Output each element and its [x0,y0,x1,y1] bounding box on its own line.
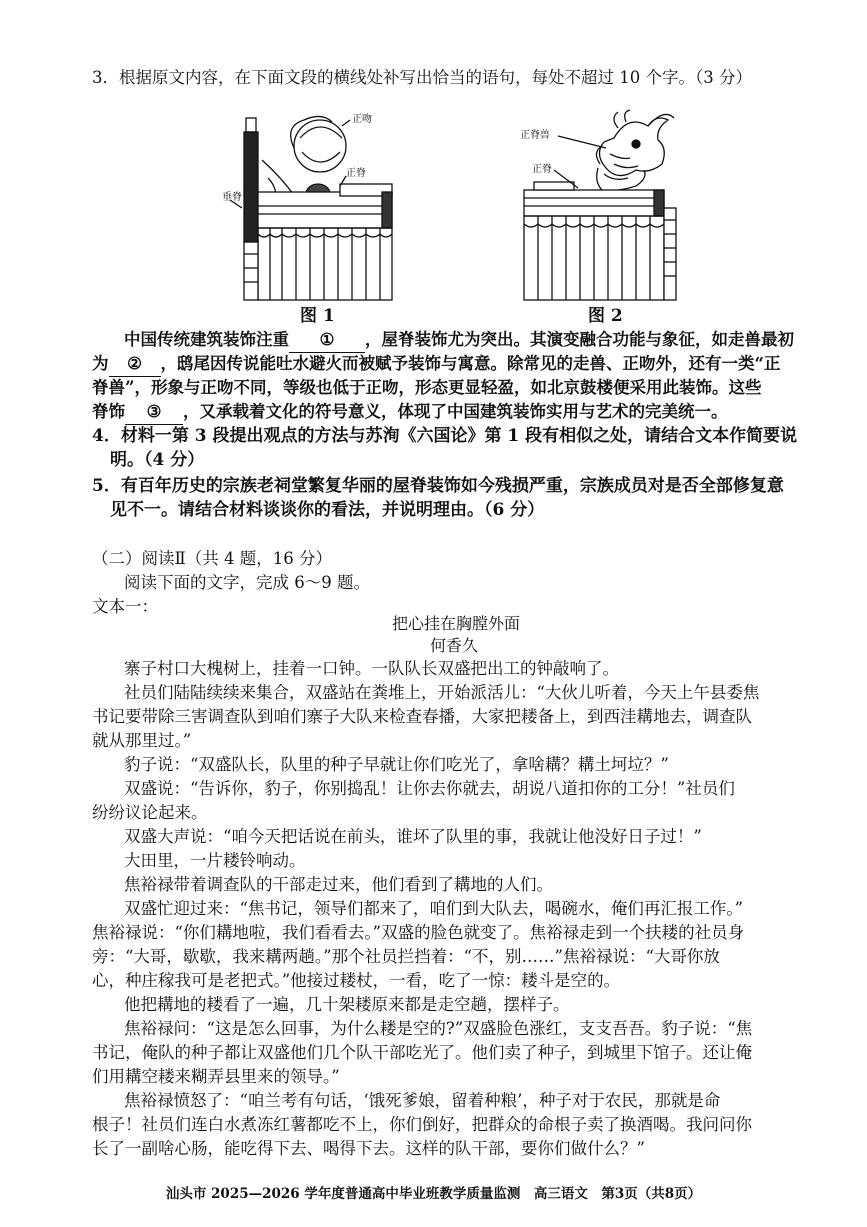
blank-2[interactable]: ② [109,352,161,377]
fig1-label-chuiji: 垂脊 [222,192,242,203]
q3-prompt: 3．根据原文内容，在下面文段的横线处补写出恰当的语句，每处不超过 10 个字。（3 分） [92,68,752,87]
story-line: 焦裕禄问：“这是怎么回事，为什么耧是空的?”双盛脸色涨红，支支吾吾。豹子说：“焦 [124,1019,753,1038]
story-line: 双盛说：“告诉你，豹子，你别捣乱！让你去你就去，胡说八道扣你的工分！”社员们 [124,779,735,798]
story-line: 寨子村口大槐树上，挂着一口钟。一队队长双盛把出工的钟敲响了。 [124,659,619,678]
q4-line-2: 明。（4 分） [110,450,205,470]
story-line: 们用耩空耧来糊弄县里来的领导。” [92,1067,340,1086]
story-author: 何香久 [430,636,479,655]
text-one-label: 文本一： [92,597,158,616]
story-line: 社员们陆陆续续来集合，双盛站在粪堆上，开始派活儿：“大伙儿听着，今天上午县委焦 [124,683,760,702]
story-line: 书记要带除三害调查队到咱们寨子大队来检查春播，大家把耧备上，到西洼耩地去，调查队 [92,707,752,726]
q3-para-line-3: 脊兽”，形象与正吻不同，等级也低于正吻，形态更显轻盈，如北京鼓楼便采用此装饰。这些 [92,378,762,397]
blank-3[interactable]: ③ [125,400,183,425]
section2-heading: （二）阅读Ⅱ（共 4 题，16 分） [92,549,332,568]
story-line: 他把耩地的耧看了一遍，几十架耧原来都是走空趟，摆样子。 [124,995,570,1014]
story-line: 根子！社员们连白水煮冻红薯都吃不上，你们倒好，把群众的命根子卖了换酒喝。我问问你 [92,1115,752,1134]
story-line: 纷纷议论起来。 [92,803,208,822]
story-line: 大田里，一片耧铃响动。 [124,851,306,870]
page-footer: 汕头市 2025—2026 学年度普通高中毕业班教学质量监测 高三语文 第3页（共8页） [165,1186,702,1202]
story-line: 双盛大声说：“咱今天把话说在前头，谁坏了队里的事，我就让他没好日子过！” [124,827,702,846]
blank-1[interactable]: ① [289,328,365,353]
story-line: 旁：“大哥，歇歇，我来耩两趟。”那个社员拦挡着：“不，别……”焦裕禄说：“大哥你放 [92,947,720,966]
figure-2-ridge-drawing [518,108,678,302]
story-line: 心，种庄稼我可是老把式。”他接过耧杖，一看，吃了一惊：耧斗是空的。 [92,971,621,990]
story-line: 焦裕禄说：“你们耩地啦，我们看看去。”双盛的脸色就变了。焦裕禄走到一个扶耧的社员身 [92,923,745,942]
figure-1-ridge-drawing [222,108,412,302]
figure-1-caption: 图 1 [300,306,335,326]
q4-line-1: 4．材料一第 3 段提出观点的方法与苏洵《六国论》第 1 段有相似之处，请结合文本作简要说 [92,426,798,446]
story-line: 豹子说：“双盛队长，队里的种子早就让你们吃光了，拿啥耩？耩土坷垃？” [124,755,669,774]
fig1-label-zhengji: 正脊 [346,168,366,179]
fig1-label-zhengwen: 正吻 [352,114,372,125]
q5-line-2: 见不一。请结合材料谈谈你的看法，并说明理由。（6 分） [110,500,545,520]
story-line: 焦裕禄带着调查队的干部走过来，他们看到了耩地的人们。 [124,875,553,894]
q3-para-line-2: 为 ② ，鸱尾因传说能吐水避火而被赋予装饰与寓意。除常见的走兽、正吻外，还有一类“正 [92,352,781,377]
q3-para-line-1: 中国传统建筑装饰注重 ① ，屋脊装饰尤为突出。其演变融合功能与象征，如走兽最初 [124,328,794,353]
section2-instruction: 阅读下面的文字，完成 6～9 题。 [124,573,370,592]
story-title: 把心挂在胸膛外面 [392,614,521,633]
story-line: 焦裕禄愤怒了：“咱兰考有句话，‘饿死爹娘，留着种粮’，种子对于农民，那就是命 [124,1091,721,1110]
story-line: 书记，俺队的种子都让双盛他们几个队干部吃光了。他们卖了种子，到城里下馆子。还让俺 [92,1043,752,1062]
q5-line-1: 5．有百年历史的宗族老祠堂繁复华丽的屋脊装饰如今残损严重，宗族成员对是否全部修复意 [92,476,784,496]
q3-para-line-4: 脊饰 ③ ，又承载着文化的符号意义，体现了中国建筑装饰实用与艺术的完美统一。 [92,400,728,425]
figure-2-caption: 图 2 [588,306,623,326]
fig2-label-zhengji: 正脊 [532,164,552,175]
story-line: 双盛忙迎过来：“焦书记，领导们都来了，咱们到大队去，喝碗水，俺们再汇报工作。” [124,899,744,918]
story-line: 就从那里过。” [92,731,192,750]
fig2-label-zhengjishou: 正脊兽 [520,130,550,141]
story-line: 长了一副啥心肠，能吃得下去、喝得下去。这样的队干部，要你们做什么？” [92,1139,645,1158]
